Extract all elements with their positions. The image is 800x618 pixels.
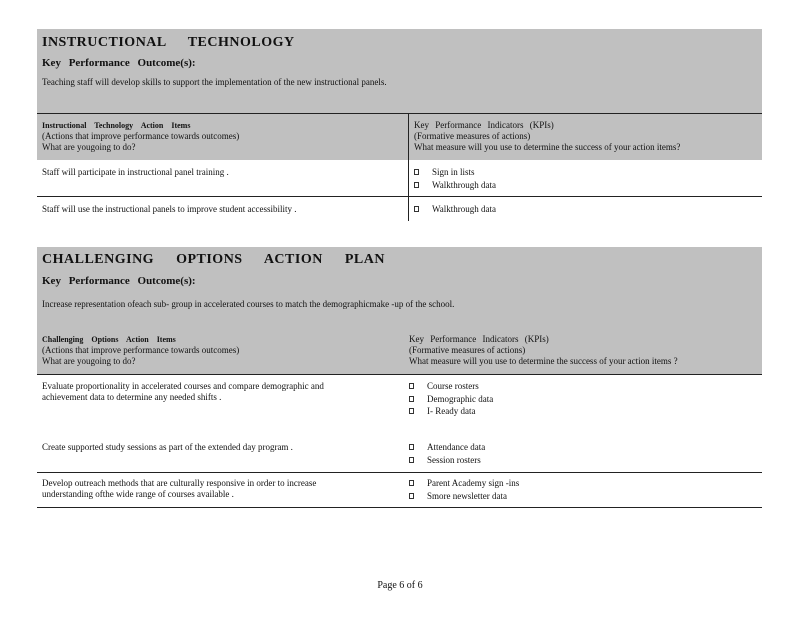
section1-row1-kpis (414, 166, 496, 191)
section1-row1-action: Staff will participate in instructional panel training . (42, 167, 229, 177)
section2-col1-head: Challenging Options Action Items (42, 335, 176, 344)
section1-col1-head: Instructional Technology Action Items (42, 121, 191, 130)
section2-row2-kpis (409, 441, 485, 466)
list-item: Course rosters (409, 380, 493, 393)
list-item: Sign in lists (414, 166, 496, 179)
page-number: Page 6 of 6 (377, 580, 423, 591)
checkbox-glyph-icon (414, 169, 419, 175)
section2-col1-sub1: (Actions that improve performance towards outcomes) (42, 345, 240, 355)
section2-col2-sub1: (Formative measures of actions) (409, 345, 526, 355)
section2-row3-action-line1: Develop outreach methods that are culturally responsive in order to increase (42, 478, 317, 488)
section2-kpo-label: Key Performance Outcome(s): (42, 275, 196, 287)
checkbox-glyph-icon (409, 408, 414, 414)
section2-bottom-rule (37, 507, 762, 508)
section2-outcome: Increase representation ofeach sub- group in accelerated courses to match the demographicmake -up of the school. (42, 299, 455, 309)
section2-row1-kpis (409, 380, 493, 418)
section1-title: INSTRUCTIONAL TECHNOLOGY (42, 35, 295, 50)
section1-col2-head: Key Performance Indicators (KPIs) (414, 120, 554, 130)
checkbox-glyph-icon (409, 480, 414, 486)
section1-row2-action: Staff will use the instructional panels to improve student accessibility . (42, 204, 297, 214)
section2-row-rule (37, 472, 762, 473)
section2-col1-sub2: What are yougoing to do? (42, 356, 136, 366)
section1-row-rule (37, 196, 762, 197)
section1-col-divider (408, 113, 409, 221)
checkbox-glyph-icon (409, 396, 414, 402)
section2-row1-action-line2: achievement data to determine any needed shifts . (42, 392, 222, 402)
section1-col1-sub2: What are yougoing to do? (42, 142, 136, 152)
checkbox-glyph-icon (409, 444, 414, 450)
section2-title: CHALLENGING OPTIONS ACTION PLAN (42, 252, 385, 267)
checkbox-glyph-icon (409, 383, 414, 389)
section1-col2-sub2: What measure will you use to determine the success of your action items? (414, 142, 681, 152)
list-item: Walkthrough data (414, 203, 496, 216)
section1-row2-kpis (414, 203, 496, 216)
section1-outcome: Teaching staff will develop skills to support the implementation of the new instructional panels. (42, 77, 387, 87)
list-item: Session rosters (409, 454, 485, 467)
list-item: Walkthrough data (414, 179, 496, 192)
section2-row3-kpis (409, 477, 519, 502)
list-item: Smore newsletter data (409, 490, 519, 503)
section2-row2-action-line1: Create supported study sessions as part of the extended day program . (42, 442, 293, 452)
section2-col2-sub2: What measure will you use to determine the success of your action items ? (409, 356, 678, 366)
section2-col2-head: Key Performance Indicators (KPIs) (409, 334, 549, 344)
checkbox-glyph-icon (409, 457, 414, 463)
section2-header-rule (37, 374, 762, 375)
section1-col1-sub1: (Actions that improve performance towards outcomes) (42, 131, 240, 141)
list-item: Attendance data (409, 441, 485, 454)
checkbox-glyph-icon (414, 206, 419, 212)
section1-kpo-label: Key Performance Outcome(s): (42, 57, 196, 69)
checkbox-glyph-icon (409, 493, 414, 499)
section2-row3-action-line2: understanding ofthe wide range of courses available . (42, 489, 234, 499)
list-item: I- Ready data (409, 405, 493, 418)
section1-header-rule (37, 113, 762, 114)
list-item: Demographic data (409, 393, 493, 406)
list-item: Parent Academy sign -ins (409, 477, 519, 490)
checkbox-glyph-icon (414, 182, 419, 188)
section1-col2-sub1: (Formative measures of actions) (414, 131, 531, 141)
section2-row1-action-line1: Evaluate proportionality in accelerated courses and compare demographic and (42, 381, 324, 391)
